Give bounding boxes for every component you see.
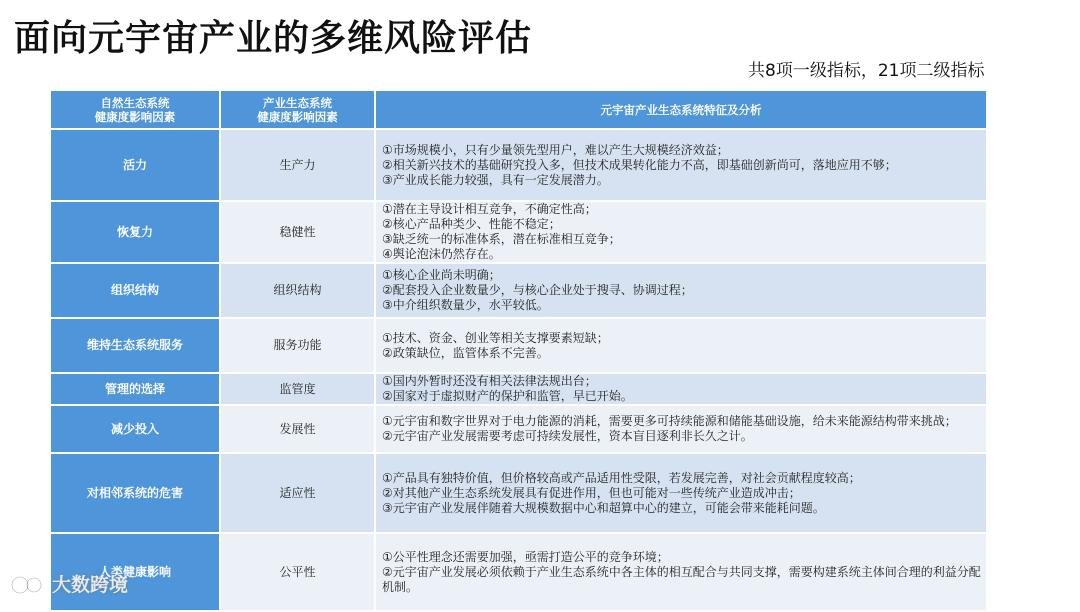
analysis-line: ①潜在主导设计相互竞争，不确定性高； [382,202,597,216]
analysis-line: ②元宇宙产业发展需要考虑可持续发展性，资本盲目逐利非长久之计。 [382,429,753,443]
header-industry-factor [220,91,375,129]
table-header-row [51,91,987,129]
table-row [51,453,987,533]
analysis-cell [375,263,987,318]
page-title: 面向元宇宙产业的多维风险评估 [14,18,533,59]
analysis-line: ②相关新兴技术的基础研究投入多，但技术成果转化能力不高，即基础创新尚可，落地应用不够； [382,157,897,172]
table-row [51,263,987,318]
analysis-line: ①公平性理念还需要加强，亟需打造公平的竞争环境； [382,549,669,564]
analysis-line: ②元宇宙产业发展必须依赖于产业生态系统中各主体的相互配合与共同支撑，需要构建系统主体间合理的利益分配机制。 [382,564,981,594]
analysis-line: ④舆论泡沫仍然存在。 [382,247,501,261]
industry-factor-cell: 监管度 [220,373,375,405]
header-natural-factor [51,91,220,129]
industry-factor-cell: 服务功能 [220,318,375,373]
header-natural-factor-line: 自然生态系统 [100,95,170,110]
analysis-line: ③元宇宙产业发展伴随着大规模数据中心和超算中心的建立，可能会带来能耗问题。 [382,500,825,515]
header-industry-factor-line: 产业生态系统 [263,95,332,110]
weibo-style-logo-icon [8,573,48,595]
analysis-line: ①市场规模小，只有少量领先型用户，难以产生大规模经济效益； [382,142,729,157]
analysis-line: ①核心企业尚未明确； [382,268,501,282]
header-natural-factor-line: 健康度影响因素 [94,109,176,124]
table-row [51,533,987,611]
analysis-line: ②政策缺位，监管体系不完善。 [382,345,549,360]
analysis-line: ②国家对于虚拟财产的保护和监管，早已开始。 [382,389,633,403]
analysis-cell [375,201,987,263]
analysis-cell [375,405,987,453]
analysis-line: ②配套投入企业数量少，与核心企业处于搜寻、协调过程； [382,283,693,297]
risk-table [51,91,988,612]
industry-factor-cell: 发展性 [220,405,375,453]
natural-factor-cell: 减少投入 [51,405,220,453]
watermark-text: 大数跨境 [52,574,129,596]
natural-factor-cell: 活力 [51,129,220,201]
analysis-cell [375,318,987,373]
table-row [51,373,987,405]
analysis-line: ①产品具有独特价值，但价格较高或产品适用性受限，若发展完善，对社会贡献程度较高； [382,470,861,485]
watermark [8,570,128,597]
table-row [51,129,987,201]
analysis-line: ②核心产品种类少、性能不稳定； [382,217,561,231]
industry-factor-cell: 组织结构 [220,263,375,318]
analysis-line: ①技术、资金、创业等相关支撑要素短缺； [382,330,609,345]
industry-factor-cell: 稳健性 [220,201,375,263]
analysis-cell [375,129,987,201]
analysis-cell [375,373,987,405]
analysis-line: ②对其他产业生态系统发展具有促进作用，但也可能对一些传统产业造成冲击； [382,485,801,500]
analysis-cell [375,533,987,611]
natural-factor-cell: 组织结构 [51,263,220,318]
table-row [51,405,987,453]
page-subtitle: 共8项一级指标，21项二级指标 [748,61,985,81]
table-row [51,318,987,373]
industry-factor-cell: 公平性 [220,533,375,611]
analysis-line: ①元宇宙和数字世界对于电力能源的消耗，需要更多可持续能源和储能基础设施，给未来能源结构带来挑战； [382,414,957,428]
industry-factor-cell: 生产力 [220,129,375,201]
analysis-line: ③产业成长能力较强，具有一定发展潜力。 [382,172,609,187]
analysis-line: ③缺乏统一的标准体系，潜在标准相互竞争； [382,232,621,246]
analysis-line: ①国内外暂时还没有相关法律法规出台； [382,374,597,388]
analysis-line: ③中介组织数量少，水平较低。 [382,298,549,312]
analysis-cell [375,453,987,533]
header-analysis: 元宇宙产业生态系统特征及分析 [375,91,987,129]
natural-factor-cell: 人类健康影响 [51,533,220,611]
industry-factor-cell: 适应性 [220,453,375,533]
natural-factor-cell: 对相邻系统的危害 [51,453,220,533]
natural-factor-cell: 管理的选择 [51,373,220,405]
table-row [51,201,987,263]
natural-factor-cell: 维持生态系统服务 [51,318,220,373]
natural-factor-cell: 恢复力 [51,201,220,263]
header-industry-factor-line: 健康度影响因素 [257,109,338,124]
